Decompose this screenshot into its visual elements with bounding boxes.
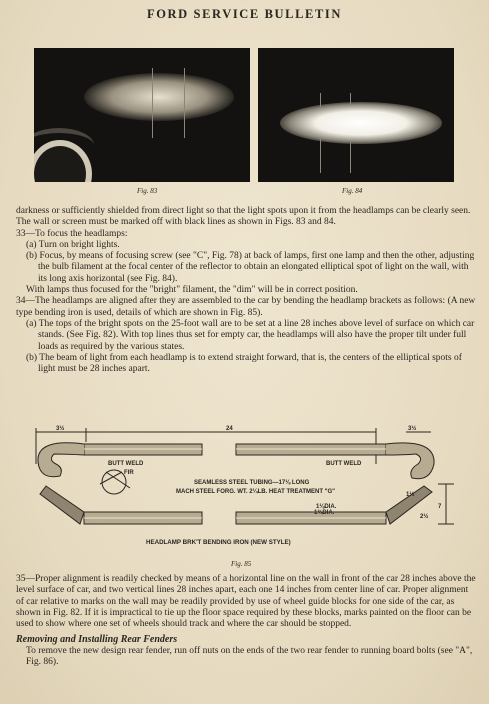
figure-83-photo [34,48,250,182]
paragraph: (a) The tops of the bright spots on the 25-foot wall are to be set at a line 28 inches above level of surface on which car stands. (See Fig. 82). With top lines thus set for empty car, the headlamps will also have the proper tilt under full loads as required by the various states. [26,318,475,352]
figure-85-diagram [26,424,464,554]
paragraph: darkness or sufficiently shielded from direct light so that the light spots upon it from the headlamps can be clearly seen. The wall or screen must be marked off with black lines as shown in Figs. 83 and 84. [16,206,471,228]
light-spot-dim [84,73,234,121]
dim-label-top: 24 [226,426,233,432]
spec-line-2: MACH STEEL FORG. WT. 2¼LB. HEAT TREATMENT "G" [176,489,336,495]
paragraph: 33—To focus the headlamps: [16,228,128,239]
light-spot-bright [280,102,442,144]
text-block-upper [16,206,476,375]
dim-label-right: 3½ [408,426,417,432]
fir-label: FIR [124,470,134,476]
paragraph: (b) The beam of light from each headlamp is to extend straight forward, that is, the centers of the elliptical spots of light must be 28 inches apart. [26,352,462,375]
butt-weld-left: BUTT WELD [108,461,144,467]
diagram-caption: HEADLAMP BRK'T BENDING IRON (NEW STYLE) [146,539,291,546]
paragraph: (b) Focus, by means of focusing screw (see "C", Fig. 78) at back of lamps, first one lamp and then the other, adjusting the bulb filament at the focal center of the reflector to obtain an elongated elliptical spot of light on the wall, with its long axis horizontal (see Fig. 84). [26,251,475,284]
figure-83-caption: Fig. 83 [137,187,158,195]
dia-label-2: 1¾DIA. [314,510,335,516]
page-header: FORD SERVICE BULLETIN [146,7,342,21]
butt-weld-right: BUTT WELD [326,461,362,467]
paragraph: 35—Proper alignment is readily checked by means of a horizontal line on the wall in front of the car 28 inches above the level surface of car, and two vertical lines 28 inches apart, each one 14 inches from center line of car. Proper alignment of car relative to marks on the wall may be readily provided by use of wheel guide blocks for one side of the car, as shown in Fig. 82. If it is impractical to tie up the floor space required by these blocks, marks painted on the floor can be used to show where one set of wheels should track and where the car should be stopped. [16,574,476,630]
paragraph: 34—The headlamps are aligned after they are assembled to the car by bending the headlamp brackets as follows: (A new type bending iron is used, details of which are shown in Fig. 85). [16,296,476,318]
dim-label-left: 3½ [56,426,65,432]
spec-line-1: SEAMLESS STEEL TUBING—17⅛ LONG [194,480,310,486]
figure-84-caption: Fig. 84 [342,187,363,195]
section-heading: Removing and Installing Rear Fenders [16,634,178,646]
paragraph: (a) Turn on bright lights. [26,239,120,250]
text-block-lower [16,574,476,668]
dia-label: 1⅛DIA. [316,504,337,510]
dim-small-1: 7 [438,504,442,510]
wall-line [184,68,185,138]
dim-small-3: 1½ [406,492,415,498]
figure-84-photo [258,48,454,182]
paragraph: With lamps thus focused for the "bright" filament, the "dim" will be in correct position. [26,285,358,296]
wall-line [152,68,153,138]
paragraph: To remove the new design rear fender, run off nuts on the ends of the two rear fender to running board bolts (see "A", Fig. 86). [26,645,473,668]
dim-small-2: 2½ [420,514,429,520]
figure-85-caption: Fig. 85 [231,560,252,568]
